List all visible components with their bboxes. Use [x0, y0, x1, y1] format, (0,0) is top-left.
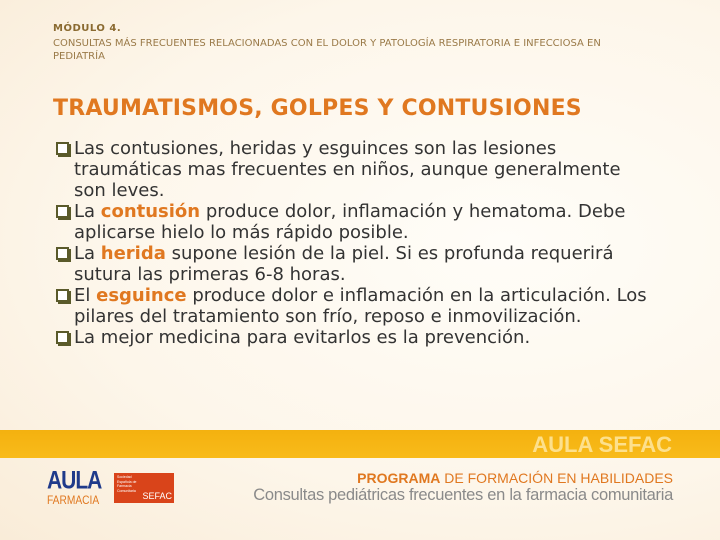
slide-title: TRAUMATISMOS, GOLPES Y CONTUSIONES [53, 96, 582, 121]
checkbox-bullet-icon [56, 289, 69, 302]
list-item: La contusión produce dolor, inflamación y hematoma. Debe aplicarse hielo lo más rápido posible. [56, 201, 656, 243]
checkbox-bullet-icon [56, 247, 69, 260]
checkbox-bullet-icon [56, 142, 69, 155]
checkbox-bullet-icon [56, 331, 69, 344]
band-title: AULA SEFAC [532, 432, 672, 457]
list-item: La mejor medicina para evitarlos es la prevención. [56, 327, 656, 348]
list-item: La herida supone lesión de la piel. Si es profunda requerirá sutura las primeras 6-8 horas. [56, 243, 656, 285]
bullet-list [56, 138, 656, 348]
sefac-logo: Sociedad Española de Farmacia Comunitaria SEFAC [114, 473, 174, 503]
aula-farmacia-logo: AULA FARMACIA [47, 466, 102, 507]
list-item: El esguince produce dolor e inflamación en la articulación. Los pilares del tratamiento son frío, reposo e inmovilización. [56, 285, 656, 327]
checkbox-bullet-icon [56, 205, 69, 218]
course-title: Consultas pediátricas frecuentes en la farmacia comunitaria [253, 486, 673, 504]
footer-band [0, 430, 720, 458]
module-label: MÓDULO 4. [53, 23, 122, 34]
list-item: Las contusiones, heridas y esguinces son las lesiones traumáticas mas frecuentes en niños, aunque generalmente son leves. [56, 138, 656, 201]
program-title: PROGRAMA DE FORMACIÓN EN HABILIDADES [357, 470, 673, 486]
module-subtitle: CONSULTAS MÁS FRECUENTES RELACIONADAS CON EL DOLOR Y PATOLOGÍA RESPIRATORIA E INFECCIOSA EN PEDIATRÍA [53, 38, 601, 62]
